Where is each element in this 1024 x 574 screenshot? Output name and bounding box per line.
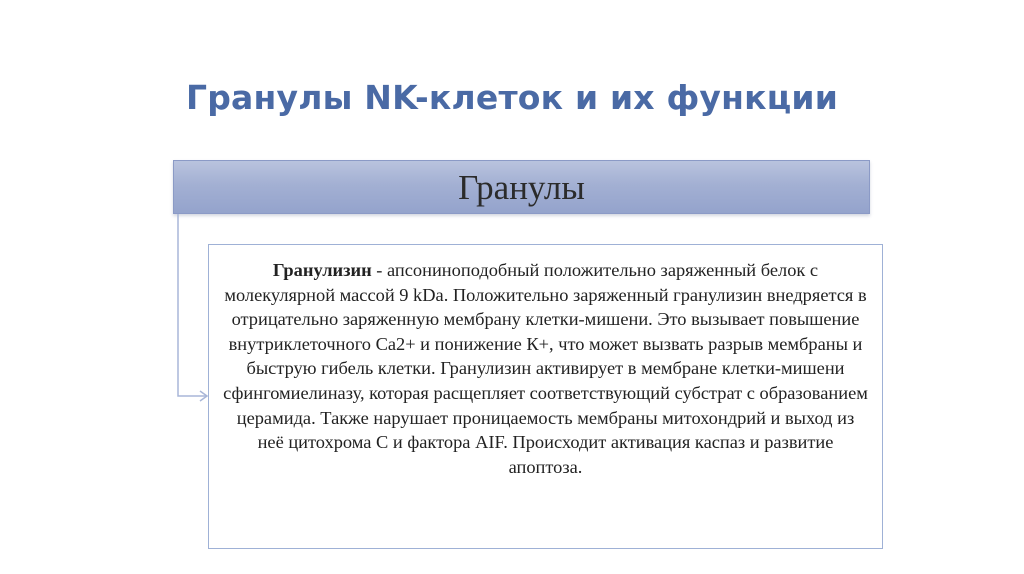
granulysin-description-box	[208, 244, 883, 549]
granules-header-label: Гранулы	[458, 168, 585, 207]
granulysin-description	[223, 258, 868, 479]
slide-title: Гранулы NK-клеток и их функции	[185, 78, 839, 117]
granulysin-term: Гранулизин	[272, 260, 372, 280]
granulysin-text: - апсониноподобный положительно заряженный белок с молекулярной массой 9 kDa. Положительно заряженный гранулизин внедряется в отрицательно заряженную мембрану клетки-мишени. Это вызывает повышение внутриклеточного Са2+ и понижение К+, что может вызвать разрыв мембраны и быструю гибель клетки. Гранулизин активирует в мембране клетки-мишени сфингомиелиназу, которая расщепляет соответствующий субстрат с образованием церамида. Также нарушает проницаемость мембраны митохондрий и выход из неё цитохрома С и фактора AIF. Происходит активация каспаз и развитие апоптоза.	[223, 260, 868, 477]
